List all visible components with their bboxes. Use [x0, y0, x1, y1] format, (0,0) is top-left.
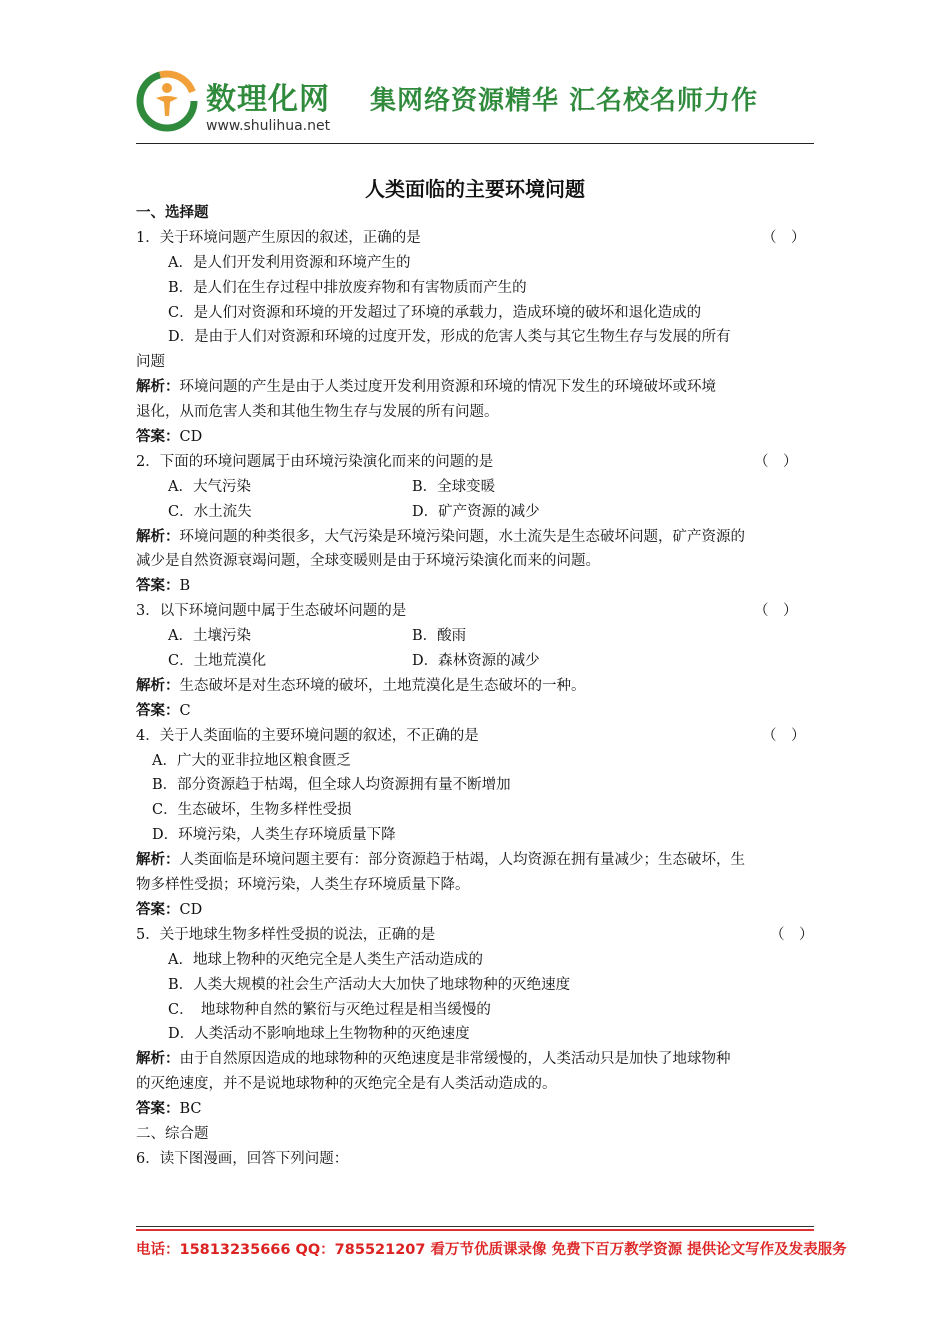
- section-heading: 一、选择题: [136, 204, 209, 221]
- option: B．人类大规模的社会生产活动大大加快了地球物种的灭绝速度: [168, 976, 571, 993]
- analysis: 解析：环境问题的产生是由于人类过度开发利用资源和环境的情况下发生的环境破坏或环境: [136, 378, 716, 396]
- logo-icon: [136, 70, 198, 132]
- answer-blank: （ ）: [762, 229, 806, 246]
- answer-blank: （ ）: [762, 727, 806, 744]
- question-5: 5．关于地球生物多样性受损的说法，正确的是 （ ）: [136, 923, 816, 948]
- answer: 答案：C: [136, 701, 191, 719]
- analysis-continuation: 物多样性受损；环境污染，人类生存环境质量下降。: [136, 877, 470, 894]
- analysis: 解析：人类面临是环境问题主要有：部分资源趋于枯竭，人均资源在拥有量减少；生态破坏，生: [136, 851, 745, 869]
- option: D．是由于人们对资源和环境的过度开发，形成的危害人类与其它生物生存与发展的所有: [168, 329, 731, 346]
- option: C．生态破坏，生物多样性受损: [152, 802, 352, 819]
- answer: 答案：CD: [136, 900, 203, 918]
- site-slogan: 集网络资源精华 汇名校名师力作: [370, 86, 759, 116]
- analysis-continuation: 减少是自然资源衰竭问题，全球变暖则是由于环境污染演化而来的问题。: [136, 553, 600, 570]
- option: A．是人们开发利用资源和环境产生的: [168, 254, 411, 271]
- option: D．环境污染，人类生存环境质量下降: [152, 827, 396, 844]
- option-row: A．土壤污染 B．酸雨: [168, 628, 467, 645]
- site-url: www.shulihua.net: [206, 118, 331, 134]
- option: C． 地球物种自然的繁衍与灭绝过程是相当缓慢的: [168, 1001, 491, 1018]
- question-1: 1．关于环境问题产生原因的叙述，正确的是 （ ）: [136, 226, 816, 251]
- option-row: C．土地荒漠化 D．森林资源的减少: [168, 653, 540, 670]
- answer-blank: （ ）: [770, 926, 814, 943]
- analysis: 解析：由于自然原因造成的地球物种的灭绝速度是非常缓慢的，人类活动只是加快了地球物种: [136, 1050, 731, 1068]
- answer: 答案：CD: [136, 428, 203, 446]
- question-3: 3．以下环境问题中属于生态破坏问题的是 （ ）: [136, 599, 816, 624]
- analysis: 解析：生态破坏是对生态环境的破坏，土地荒漠化是生态破坏的一种。: [136, 676, 586, 694]
- question-2: 2．下面的环境问题属于由环境污染演化而来的问题的是 （ ）: [136, 450, 816, 475]
- footer-contact: 电话：15813235666 QQ：785521207 看万节优质课录像 免费下百万教学资源 提供论文写作及发表服务: [136, 1242, 847, 1258]
- answer: 答案：BC: [136, 1100, 202, 1118]
- option: C．是人们对资源和环境的开发超过了环境的承载力，造成环境的破坏和退化造成的: [168, 304, 702, 321]
- footer-divider: [136, 1226, 814, 1227]
- footer-divider-red: [136, 1229, 814, 1231]
- option: B．部分资源趋于枯竭，但全球人均资源拥有量不断增加: [152, 777, 511, 794]
- question-4: 4．关于人类面临的主要环境问题的叙述，不正确的是 （ ）: [136, 724, 816, 749]
- document-body: [136, 201, 816, 1172]
- answer-blank: （ ）: [754, 453, 798, 470]
- question-6: 6．读下图漫画，回答下列问题：: [136, 1150, 349, 1167]
- option: A．地球上物种的灭绝完全是人类生产活动造成的: [168, 951, 483, 968]
- option: B．是人们在生存过程中排放废弃物和有害物质而产生的: [168, 279, 527, 296]
- answer-blank: （ ）: [754, 603, 798, 620]
- header-divider: [136, 143, 814, 144]
- option: D．人类活动不影响地球上生物物种的灭绝速度: [168, 1026, 470, 1043]
- option-row: C．水土流失 D．矿产资源的减少: [168, 503, 540, 520]
- analysis: 解析：环境问题的种类很多，大气污染是环境污染问题，水土流失是生态破坏问题，矿产资源的: [136, 527, 745, 545]
- section-heading: 二、综合题: [136, 1125, 209, 1142]
- site-name: 数理化网: [206, 82, 330, 117]
- analysis-continuation: 的灭绝速度，并不是说地球物种的灭绝完全是有人类活动造成的。: [136, 1076, 557, 1093]
- analysis-continuation: 退化，从而危害人类和其他生物生存与发展的所有问题。: [136, 404, 499, 421]
- option-row: A．大气污染 B．全球变暖: [168, 478, 496, 495]
- option-continuation: 问题: [136, 354, 165, 371]
- answer: 答案：B: [136, 577, 191, 595]
- page-title: 人类面临的主要环境问题: [365, 177, 585, 201]
- option: A．广大的亚非拉地区粮食匮乏: [152, 752, 351, 769]
- site-header: [136, 66, 816, 146]
